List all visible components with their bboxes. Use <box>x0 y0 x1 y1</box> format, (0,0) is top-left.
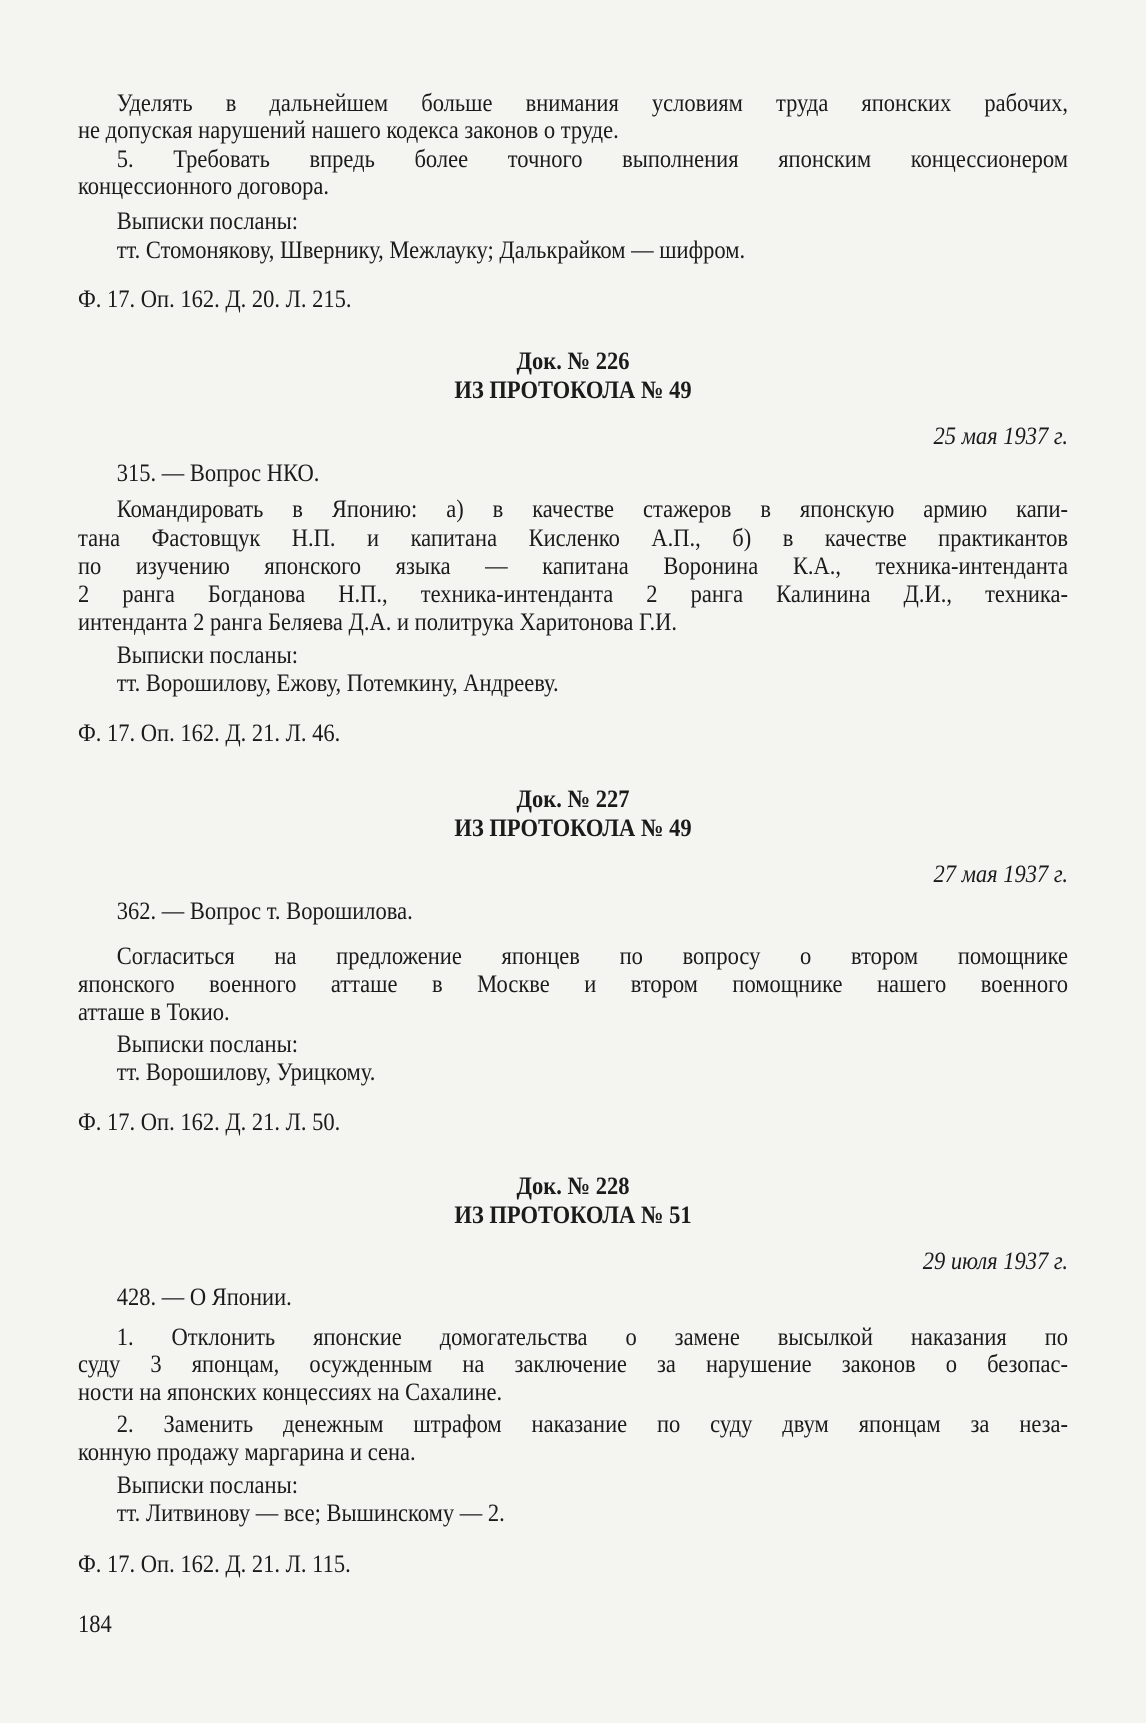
agenda-item: 315. — Вопрос НКО. <box>116 460 320 487</box>
paragraph-line: интенданта 2 ранга Беляева Д.А. и политрука Харитонова Г.И. <box>78 609 677 636</box>
archive-reference: Ф. 17. Оп. 162. Д. 20. Л. 215. <box>78 286 352 313</box>
paragraph-line: концессионного договора. <box>78 173 330 200</box>
paragraph-line: 1. Отклонить японские домогательства о замене высылкой наказания по <box>116 1324 1068 1351</box>
extracts-sent-label: Выписки посланы: <box>116 208 298 235</box>
paragraph-line: 5. Требовать впредь более точного выполнения японским концессионером <box>116 146 1068 173</box>
extracts-recipients: тт. Литвинову — все; Вышинскому — 2. <box>116 1500 505 1527</box>
paragraph-line: Уделять в дальнейшем больше внимания условиям труда японских рабочих, <box>116 90 1068 117</box>
document-number: Док. № 227 <box>516 786 630 813</box>
paragraph-line: не допуская нарушений нашего кодекса законов о труде. <box>78 117 619 144</box>
paragraph-line: атташе в Токио. <box>78 999 230 1026</box>
extracts-recipients: тт. Ворошилову, Ежову, Потемкину, Андрееву. <box>116 670 559 697</box>
extracts-recipients: тт. Ворошилову, Урицкому. <box>116 1059 376 1086</box>
paragraph-line: ности на японских концессиях на Сахалине. <box>78 1379 503 1406</box>
extracts-sent-label: Выписки посланы: <box>116 1031 298 1058</box>
archive-reference: Ф. 17. Оп. 162. Д. 21. Л. 50. <box>78 1109 341 1136</box>
document-date: 29 июля 1937 г. <box>922 1248 1068 1275</box>
extracts-sent-label: Выписки посланы: <box>116 1472 298 1499</box>
paragraph-line: по изучению японского языка — капитана Воронина К.А., техника-интенданта <box>78 553 1068 580</box>
document-date: 27 мая 1937 г. <box>933 861 1068 888</box>
archive-reference: Ф. 17. Оп. 162. Д. 21. Л. 115. <box>78 1551 351 1578</box>
paragraph-line: 2. Заменить денежным штрафом наказание по суду двум японцам за неза- <box>116 1411 1068 1438</box>
agenda-item: 362. — Вопрос т. Ворошилова. <box>116 898 413 925</box>
paragraph-line: конную продажу маргарина и сена. <box>78 1439 416 1466</box>
extracts-sent-label: Выписки посланы: <box>116 642 298 669</box>
page-number: 184 <box>78 1611 112 1638</box>
document-date: 25 мая 1937 г. <box>933 423 1068 450</box>
agenda-item: 428. — О Японии. <box>116 1284 292 1311</box>
document-title: ИЗ ПРОТОКОЛА № 49 <box>454 377 692 404</box>
paragraph-line: тана Фастовщук Н.П. и капитана Кисленко А.П., б) в качестве практикантов <box>78 525 1068 552</box>
document-title: ИЗ ПРОТОКОЛА № 49 <box>454 815 692 842</box>
document-number: Док. № 228 <box>516 1173 630 1200</box>
archive-reference: Ф. 17. Оп. 162. Д. 21. Л. 46. <box>78 720 341 747</box>
paragraph-line: 2 ранга Богданова Н.П., техника-интенданта 2 ранга Калинина Д.И., техника- <box>78 581 1068 608</box>
paragraph-line: японского военного атташе в Москве и втором помощнике нашего военного <box>78 971 1068 998</box>
paragraph-line: суду 3 японцам, осужденным на заключение за нарушение законов о безопас- <box>78 1351 1068 1378</box>
document-title: ИЗ ПРОТОКОЛА № 51 <box>454 1202 692 1229</box>
document-number: Док. № 226 <box>516 348 630 375</box>
paragraph-line: Согласиться на предложение японцев по вопросу о втором помощнике <box>116 943 1068 970</box>
extracts-recipients: тт. Стомонякову, Швернику, Межлауку; Далькрайком — шифром. <box>116 237 746 264</box>
paragraph-line: Командировать в Японию: а) в качестве стажеров в японскую армию капи- <box>116 496 1068 523</box>
